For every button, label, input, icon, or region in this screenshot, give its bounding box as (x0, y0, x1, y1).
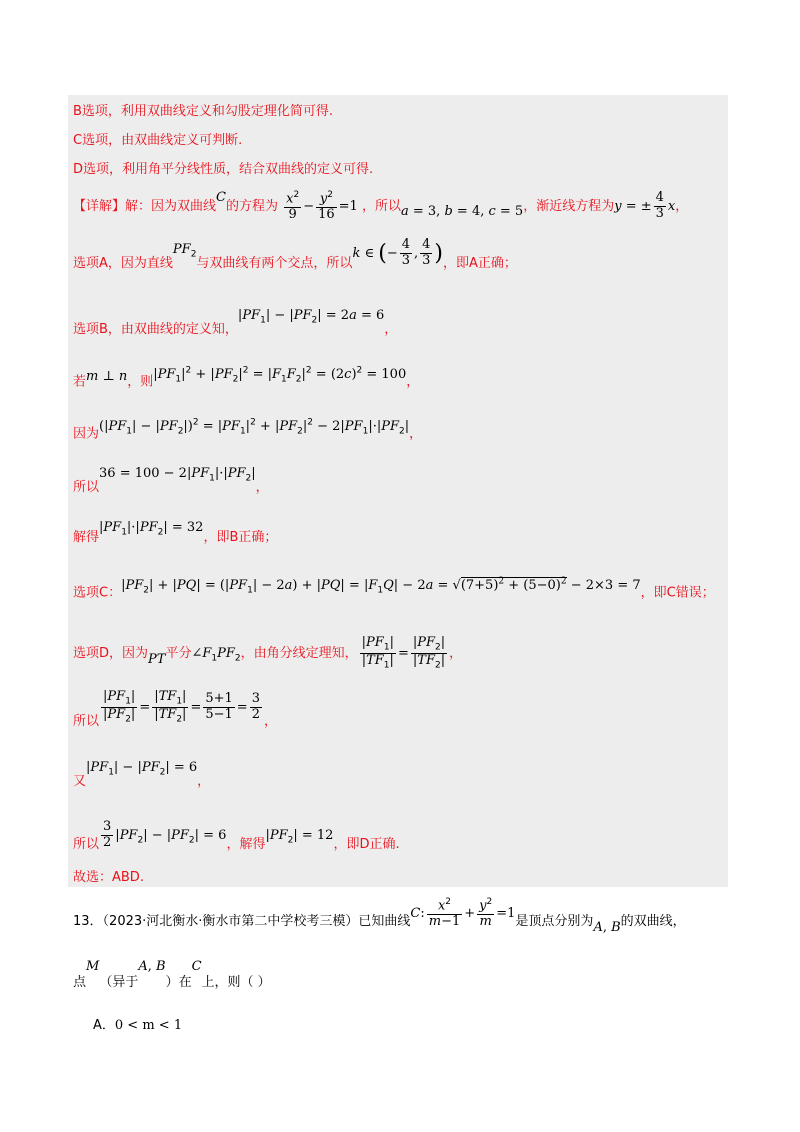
question-13-stem: 13．（2023·河北衡水·衡水市第二中学校考三模）已知曲线C: $\frac{x^2}{m-1}$ + $\frac{y^2}{m}$ =1是顶点分别为A, B的双曲线， (73, 897, 686, 936)
option-b-because: 因为$(|PF_1| - |PF_2|)^2 = |PF_1|^2 + |PF_2|^2 - 2|PF_1|\cdot|PF_2|$， (73, 418, 423, 442)
answer-line: 故选：ABD. (73, 870, 144, 885)
analysis-line-d: D选项，利用角平分线性质，结合双曲线的定义可得. (73, 162, 374, 177)
option-d-ratio: 所以 $\frac{|PF_1|}{|PF_2|}$ = $\frac{|TF_1|}{|TF_2|}$ = $\frac{5+1}{5-1}$ = $\frac{3}{2}$ ， (73, 689, 277, 729)
option-d-line: 选项D，因为PT平分$\angle F_1PF_2$，由角分线定理知， $\frac{|PF_1|}{|TF_1|}$ = $\frac{|PF_2|}{|TF_2|}$ ， (73, 635, 463, 671)
option-b-perpendicular: 若m ⊥ n，则$|PF_1|^2 + |PF_2|^2 = |F_1F_2|^2 = (2c)^2 = 100$， (73, 366, 420, 390)
option-b-result: 解得$|PF_1|\cdot|PF_2| = 32$，即B正确； (73, 520, 278, 545)
analysis-line-c: C选项，由双曲线定义可判断. (73, 133, 243, 148)
detail-line: 【详解】解：因为双曲线C的方程为 $\frac{x^2}{9}$ − $\frac{y^2}{16}$ =1 ，所以a = 3, b = 4, c = 5，渐近线方程为y = ± $\frac{4}{3}$ x， (73, 190, 689, 223)
option-a[interactable]: A．0 < m < 1 (93, 1018, 183, 1033)
option-d-result: 所以 $\frac{3}{2}$ $|PF_2| - |PF_2| = 6$，解得$|PF_2| = 12$，即D正确. (73, 819, 400, 852)
option-b-so: 所以$36 = 100 - 2|PF_1|\cdot|PF_2|$， (73, 466, 269, 495)
option-d-also: 又$|PF_1| - |PF_2| = 6$， (73, 760, 211, 789)
option-b-definition: 选项B，由双曲线的定义知，$|PF_1| - |PF_2| = 2a = 6$， (73, 308, 398, 337)
option-a-line: 选项A，因为直线$PF_2$与双曲线有两个交点，所以k ∈ (− $\frac{4}{3}$ , $\frac{4}{3}$ )，即A正确； (73, 237, 517, 271)
question-13-point: 点M（异于A, B）在C上，则（ ） (73, 959, 271, 990)
option-c-line: 选项C：$|PF_2| + |PQ| = (|PF_1| - 2a) + |PQ| = |F_1Q| - 2a = √(7+5)^2 + (5-0)^2 - 2\times 3 = 7$，即C错误； (73, 577, 715, 601)
analysis-line-b: B选项，利用双曲线定义和勾股定理化简可得. (73, 104, 334, 119)
